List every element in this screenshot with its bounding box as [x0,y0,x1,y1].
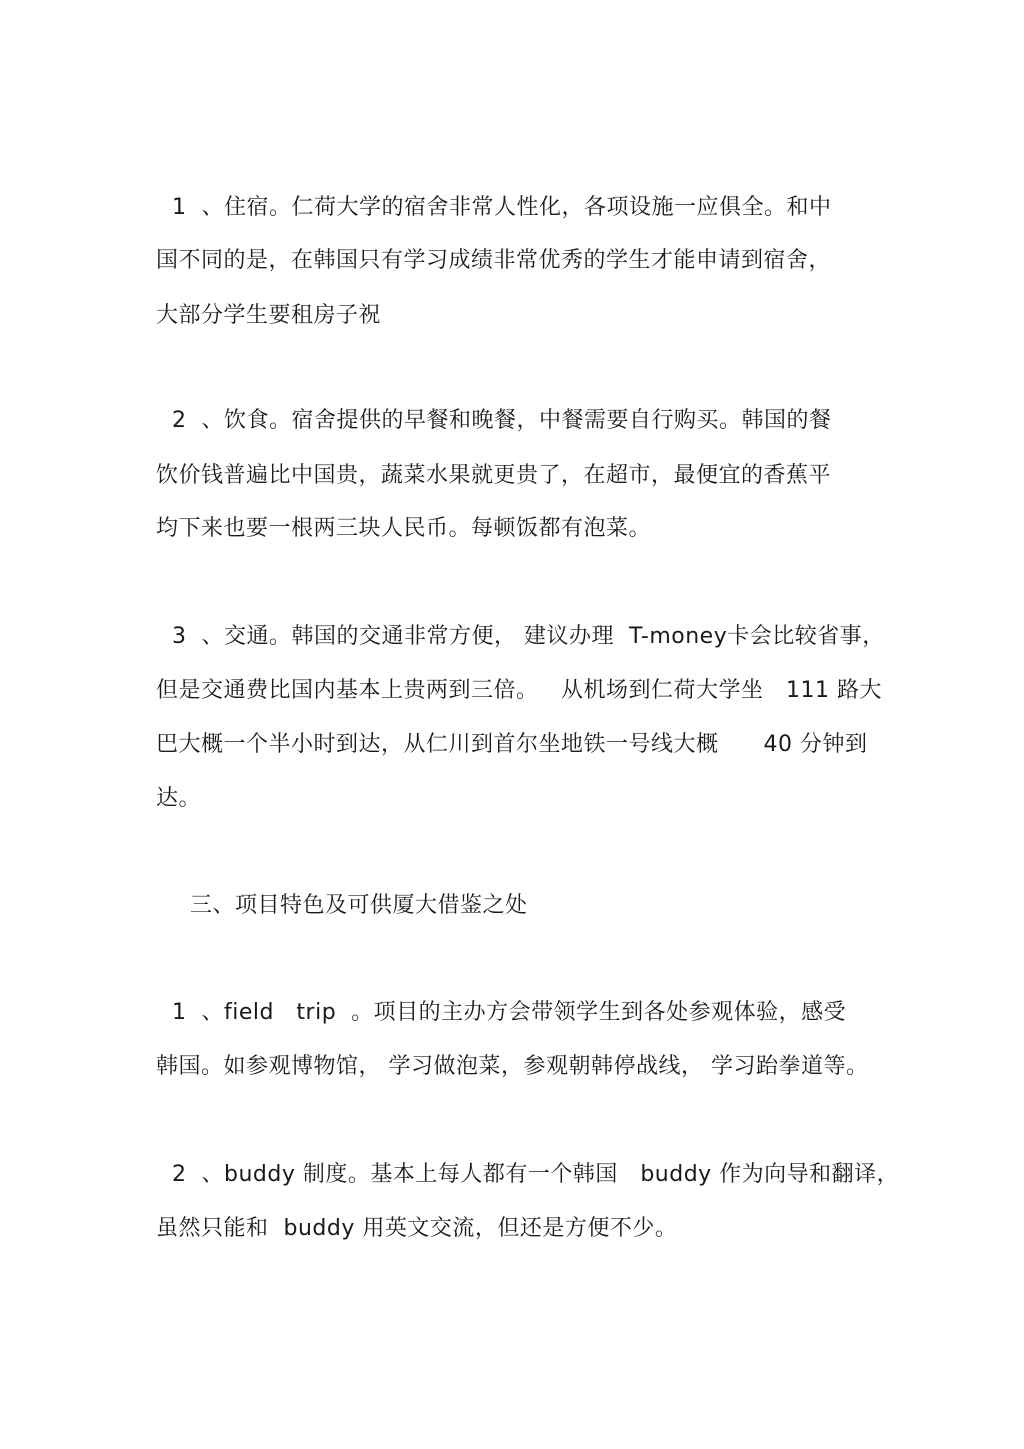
paragraph-line: 饮价钱普遍比中国贵，蔬菜水果就更贵了，在超市，最便宜的香蕉平 [156,463,832,488]
paragraph-line: 1 、field trip 。项目的主办方会带领学生到各处参观体验，感受 [172,1000,847,1025]
paragraph-line: 巴大概一个半小时到达，从仁川到首尔坐地铁一号线大概 40 分钟到 [156,732,868,757]
paragraph-line: 均下来也要一根两三块人民币。每顿饭都有泡菜。 [156,516,652,541]
paragraph-line: 韩国。如参观博物馆， 学习做泡菜，参观朝韩停战线， 学习跆拳道等。 [156,1054,869,1079]
paragraph-line: 达。 [156,786,202,811]
paragraph-line: 大部分学生要租房子祝 [156,303,382,328]
paragraph-line: 虽然只能和 buddy 用英文交流，但还是方便不少。 [156,1216,678,1241]
section-heading: 三、项目特色及可供厦大借鉴之处 [190,893,528,918]
paragraph-line: 3 、交通。韩国的交通非常方便， 建议办理 T-money卡会比较省事， [172,624,885,649]
paragraph-line: 2 、饮食。宿舍提供的早餐和晚餐，中餐需要自行购买。韩国的餐 [172,408,832,433]
paragraph-line: 2 、buddy 制度。基本上每人都有一个韩国 buddy 作为向导和翻译， [172,1162,900,1187]
paragraph-line: 1 、住宿。仁荷大学的宿舍非常人性化，各项设施一应俱全。和中 [172,195,832,220]
paragraph-line: 但是交通费比国内基本上贵两到三倍。 从机场到仁荷大学坐 111 路大 [156,678,882,703]
paragraph-line: 国不同的是，在韩国只有学习成绩非常优秀的学生才能申请到宿舍， [156,248,832,273]
